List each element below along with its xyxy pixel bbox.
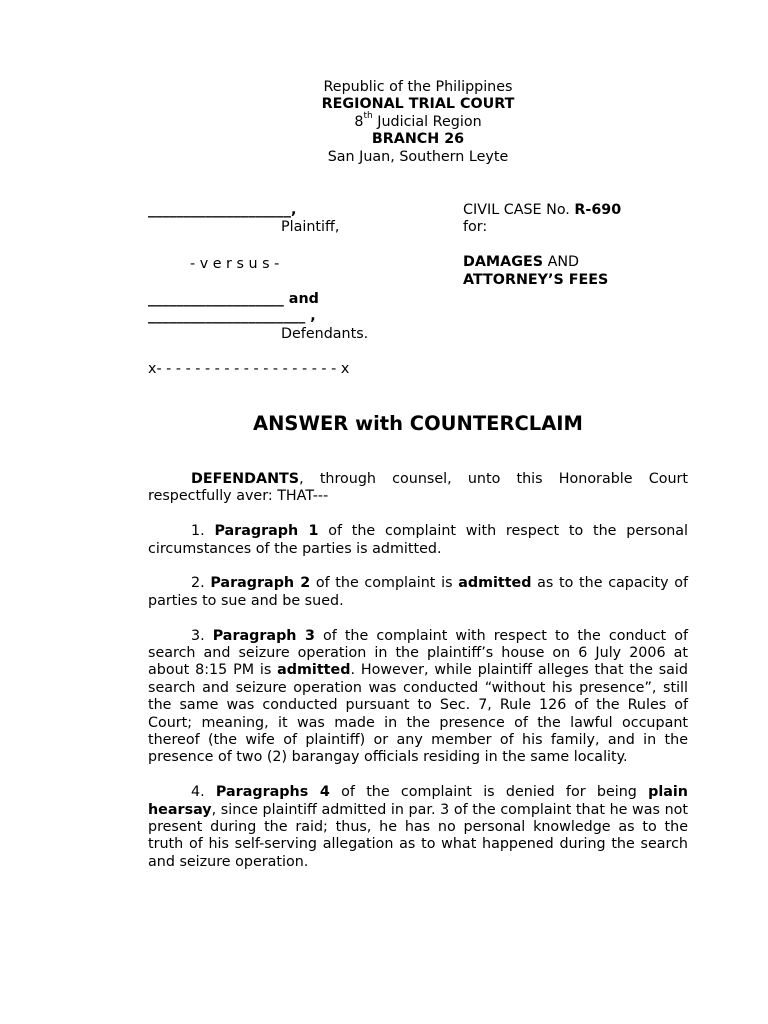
paragraph-text-continued: . However, while plaintiff alleges that the said search and seizure operation was conducted “without his presence”, still the same was conducted pursuant to Sec. 7, Rule 126 of the Rules of Court; meaning, it was made in the presence of the lawful occupant thereof (the wife of plaintiff) or any member of his family, and in the presence of two (2) barangay officials residing in the same locality. bbox=[148, 662, 688, 766]
case-number-label: CIVIL CASE No. bbox=[463, 202, 575, 218]
versus-label: - v e r s u s - bbox=[190, 256, 280, 272]
region-label: Judicial Region bbox=[372, 113, 482, 130]
paragraph-1 bbox=[148, 523, 688, 558]
intro-text: , through counsel, unto this Honorable Court respectfully aver: THAT--- bbox=[148, 471, 688, 505]
document-title: ANSWER with COUNTERCLAIM bbox=[253, 412, 583, 435]
paragraph-text: of the complaint is denied for being bbox=[329, 784, 649, 801]
paragraph-lead: Paragraphs 4 bbox=[215, 784, 330, 801]
intro-defendants: DEFENDANTS bbox=[191, 471, 300, 487]
caption-separator: x- - - - - - - - - - - - - - - - - - - x bbox=[148, 361, 350, 377]
case-number: R-690 bbox=[574, 202, 622, 218]
court-header bbox=[148, 79, 688, 166]
paragraph-4 bbox=[148, 784, 688, 871]
court-name: REGIONAL TRIAL COURT bbox=[321, 96, 515, 113]
paragraph-text-continued: , since plaintiff admitted in par. 3 of the complaint that he was not present during the raid; thus, he has no personal knowledge as to the truth of his self-serving allegation as to what happened during the search and seizure operation. bbox=[148, 801, 688, 870]
region-ordinal-suffix: th bbox=[363, 111, 373, 122]
paragraph-text: of the complaint with respect to the conduct of search and seizure operation in the plaintiff’s house on 6 July 2006 at about 8:15 PM is bbox=[148, 627, 688, 679]
paragraph-text: of the complaint with respect to the personal circumstances of the parties is admitted. bbox=[148, 523, 688, 557]
defendant1-line bbox=[148, 291, 319, 308]
republic-line: Republic of the Philippines bbox=[323, 79, 513, 95]
region-number: 8 bbox=[354, 113, 364, 130]
paragraph-2 bbox=[148, 575, 688, 610]
paragraph-3 bbox=[148, 628, 688, 767]
subject-damages: DAMAGES bbox=[463, 254, 544, 270]
paragraph-emphasis: admitted bbox=[277, 662, 351, 679]
subject-and: AND bbox=[543, 254, 580, 270]
defendant1-blank: ___________________ bbox=[148, 291, 284, 307]
subject-line-2: ATTORNEY’S FEES bbox=[463, 272, 609, 288]
case-number-line bbox=[463, 202, 621, 219]
plaintiff-blank: ____________________, bbox=[148, 202, 297, 218]
subject-line-1 bbox=[463, 254, 579, 271]
paragraph-emphasis: admitted bbox=[458, 575, 532, 592]
paragraph-lead: Paragraph 2 bbox=[210, 575, 311, 592]
branch-line: BRANCH 26 bbox=[371, 131, 465, 148]
paragraph-emphasis: plain hearsay bbox=[148, 784, 688, 818]
paragraph-number: 1. bbox=[191, 523, 215, 540]
paragraph-lead: Paragraph 1 bbox=[214, 523, 319, 540]
location-line: San Juan, Southern Leyte bbox=[327, 148, 509, 165]
intro-paragraph bbox=[148, 471, 688, 506]
paragraph-lead: Paragraph 3 bbox=[212, 627, 315, 644]
defendant2-blank: ______________________ , bbox=[148, 308, 316, 324]
judicial-region-line bbox=[148, 111, 688, 131]
paragraph-text-continued: as to the capacity of parties to sue and be sued. bbox=[148, 575, 688, 609]
defendants-label: Defendants. bbox=[281, 326, 369, 342]
paragraph-number: 2. bbox=[191, 575, 211, 592]
defendant1-and: and bbox=[283, 291, 319, 307]
for-label: for: bbox=[463, 219, 488, 235]
paragraph-number: 3. bbox=[191, 627, 213, 644]
paragraph-number: 4. bbox=[191, 784, 216, 801]
plaintiff-label: Plaintiff, bbox=[281, 219, 340, 235]
paragraph-text: of the complaint is bbox=[310, 575, 459, 592]
document-body bbox=[148, 471, 688, 889]
